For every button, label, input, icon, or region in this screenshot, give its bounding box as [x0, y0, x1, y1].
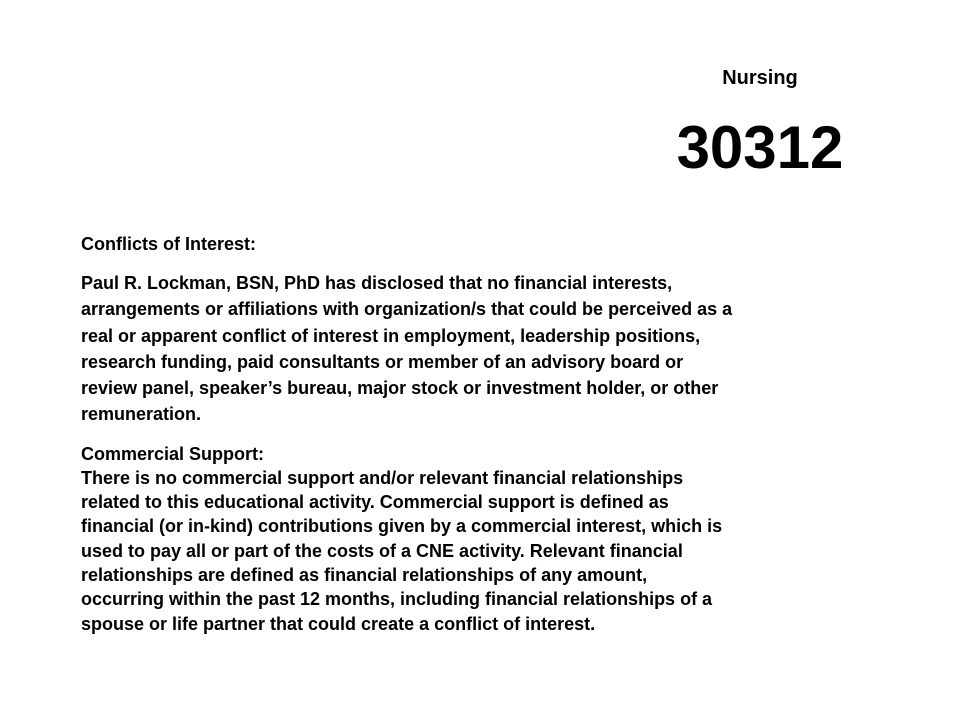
- conflicts-of-interest-heading: Conflicts of Interest:: [81, 234, 257, 254]
- course-number: 30312: [676, 114, 844, 181]
- conflicts-of-interest-text: Paul R. Lockman, BSN, PhD has disclosed that no financial interests, arrangements or affiliations with organization/s that could be perceived as a real or apparent conflict of interest in employment, leadership positions, research funding, paid consultants or member of an advisory board or review panel, speaker’s bureau, major stock or investment holder, or other remuneration.: [81, 273, 733, 425]
- commercial-support-text: There is no commercial support and/or relevant financial relationships related to this educational activity. Commercial support is defined as financial (or in-kind) contributions given by a commercial interest, which is used to pay all or part of the costs of a CNE activity. Relevant financial relationships are defined as financial relationships of any amount, occurring within the past 12 months, including financial relationships of a spouse or life partner that could create a conflict of interest.: [81, 467, 723, 634]
- disclosure-content: [81, 232, 881, 636]
- subject-label: Nursing: [722, 67, 798, 89]
- commercial-support-heading: Commercial Support:: [81, 443, 265, 464]
